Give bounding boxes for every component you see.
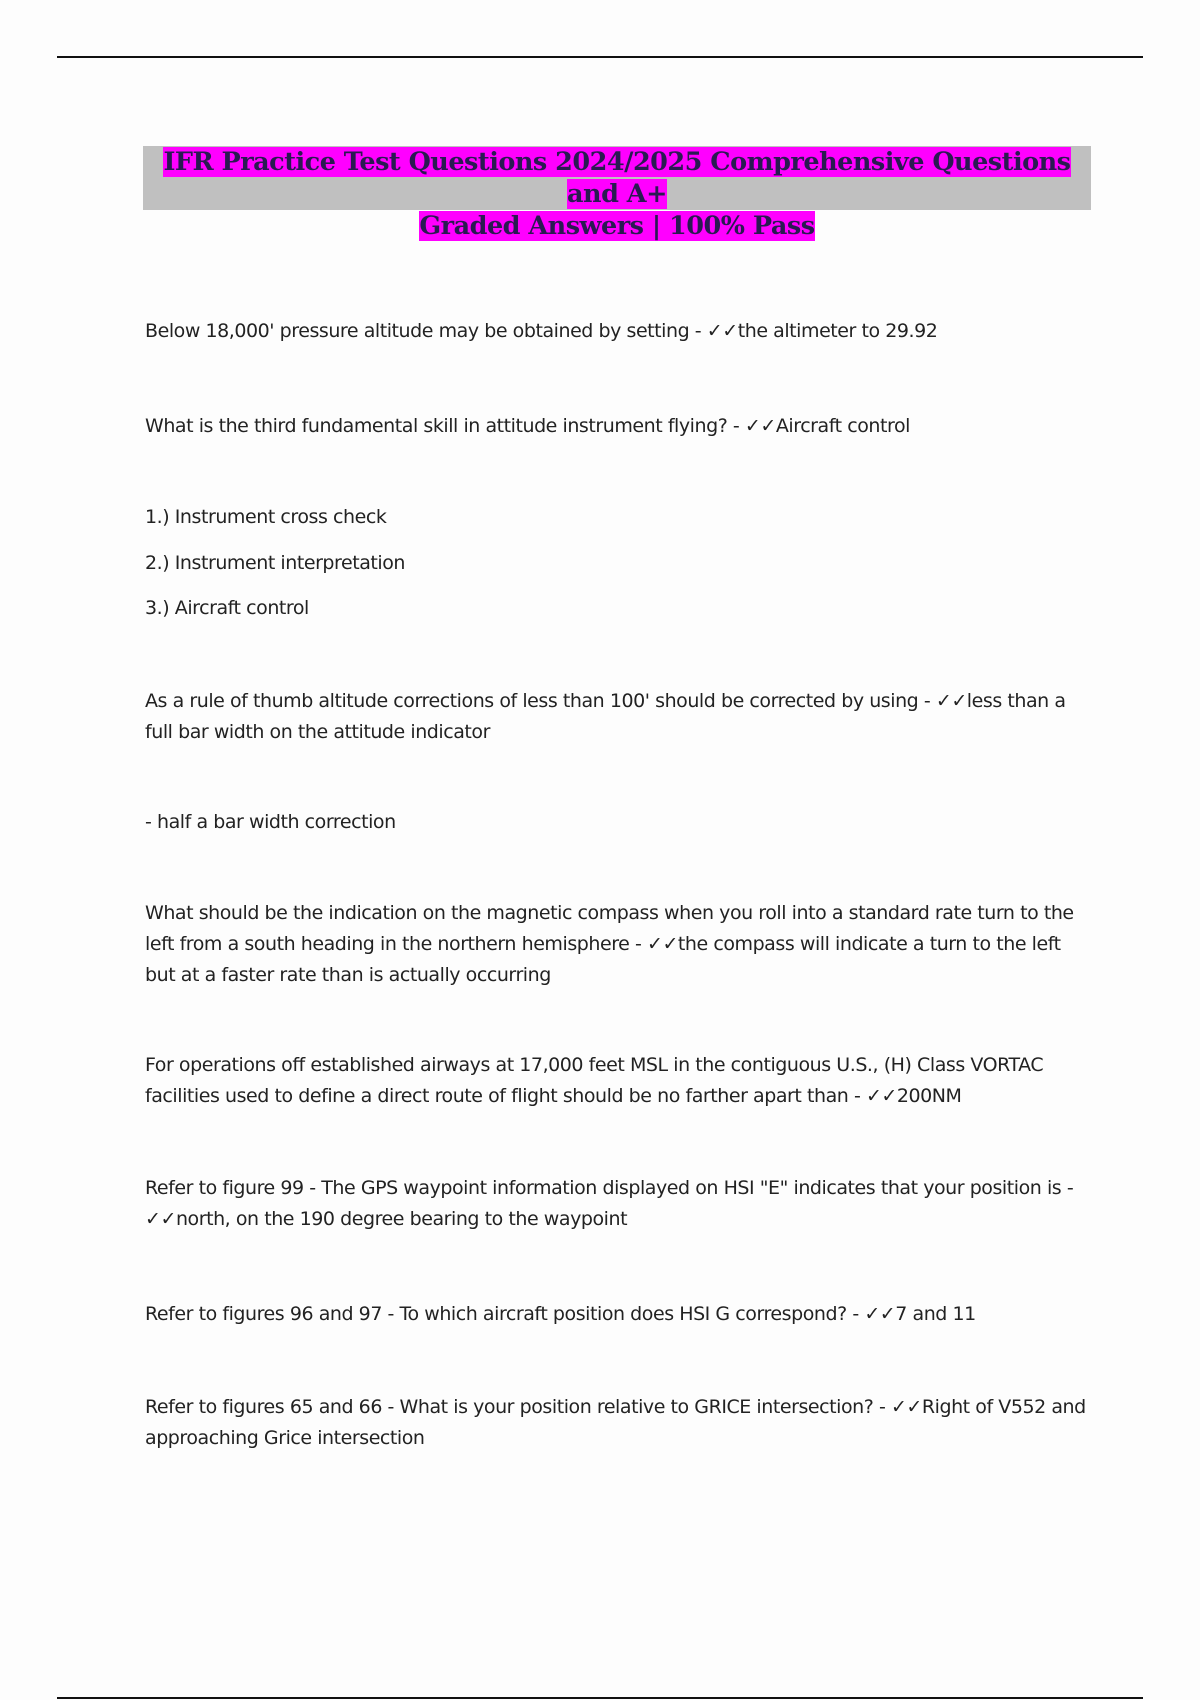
qa-item: As a rule of thumb altitude corrections of less than 100' should be corrected by using - ✓✓less than a full bar width on the attitude indicator [145, 690, 1066, 743]
list-item: 3.) Aircraft control [145, 597, 309, 619]
qa-item: Refer to figure 99 - The GPS waypoint information displayed on HSI "E" indicates that your position is - ✓✓north, on the 190 degree bearing to the waypoint [145, 1177, 1074, 1230]
qa-item: Below 18,000' pressure altitude may be obtained by setting - ✓✓the altimeter to 29.92 [145, 320, 938, 342]
top-rule [57, 56, 1143, 58]
document-title [143, 146, 1091, 241]
qa-item: Refer to figures 65 and 66 - What is your position relative to GRICE intersection? - ✓✓Right of V552 and approaching Grice intersection [145, 1396, 1086, 1449]
list-item: 1.) Instrument cross check [145, 506, 387, 528]
qa-item: What should be the indication on the magnetic compass when you roll into a standard rate turn to the left from a south heading in the northern hemisphere - ✓✓the compass will indicate a turn to the left but at a faster rate than is actually occurring [145, 902, 1074, 986]
title-line-2: Graded Answers | 100% Pass [419, 211, 815, 241]
list-item: 2.) Instrument interpretation [145, 552, 406, 574]
qa-item: What is the third fundamental skill in attitude instrument flying? - ✓✓Aircraft control [145, 415, 910, 437]
qa-item: - half a bar width correction [145, 811, 396, 833]
qa-item: For operations off established airways at 17,000 feet MSL in the contiguous U.S., (H) Class VORTAC facilities used to define a direct route of flight should be no farther apart than - ✓✓200NM [145, 1054, 1044, 1107]
bottom-rule [57, 1697, 1143, 1699]
title-line-1: IFR Practice Test Questions 2024/2025 Comprehensive Questions and A+ [163, 147, 1071, 209]
qa-item: Refer to figures 96 and 97 - To which aircraft position does HSI G correspond? - ✓✓7 and 11 [145, 1303, 976, 1325]
